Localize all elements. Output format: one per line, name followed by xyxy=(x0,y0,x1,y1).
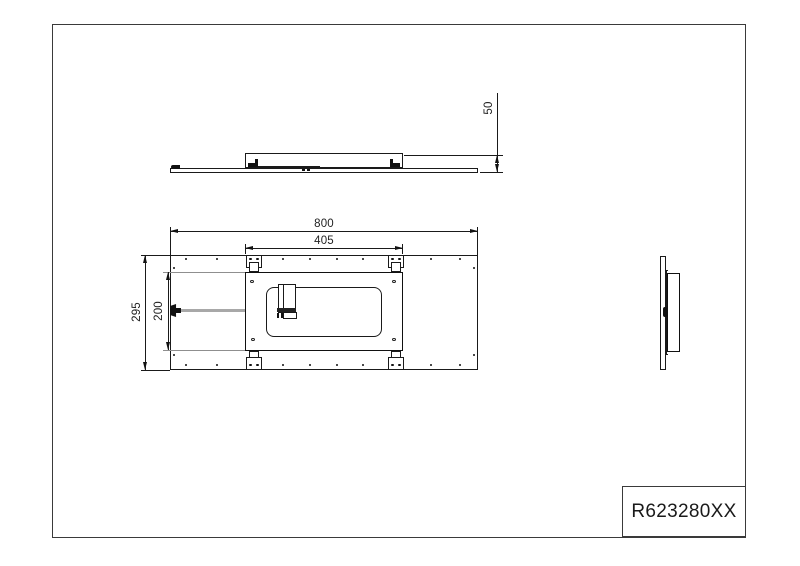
cable-gland-end-icon xyxy=(663,307,668,317)
dim-50-ext-bottom xyxy=(480,172,503,173)
dim-50-arrow-up xyxy=(495,155,499,163)
end-housing-box xyxy=(667,273,680,352)
connector-pin-2 xyxy=(281,313,283,318)
title-block xyxy=(622,486,746,537)
dim-405-arrow-left xyxy=(245,246,253,250)
side-clip-left-hook-icon xyxy=(255,159,258,164)
side-connector-mark-2 xyxy=(307,169,310,171)
dim-200-ext-bottom xyxy=(163,350,245,351)
dim-405-arrow-right xyxy=(395,246,403,250)
dim-200-arrow-up xyxy=(166,272,170,280)
dim-295-line xyxy=(145,255,146,370)
dim-label-height: 50 xyxy=(483,101,495,115)
dim-200-line xyxy=(168,272,169,350)
dim-295-arrow-down xyxy=(143,362,147,370)
dim-50-arrow-down xyxy=(495,164,499,172)
dim-label-bracket-width: 405 xyxy=(314,234,334,247)
dim-800-line xyxy=(170,231,478,232)
dim-200-arrow-down xyxy=(166,342,170,350)
dim-295-ext-bottom xyxy=(141,370,170,371)
dim-405-line xyxy=(245,248,403,249)
dim-50-ext-top xyxy=(404,155,503,156)
dim-295-arrow-up xyxy=(143,255,147,263)
dim-label-overall-depth: 295 xyxy=(131,302,143,322)
connector-pin-1 xyxy=(277,313,279,318)
side-clip-right-hook-icon xyxy=(390,159,393,164)
side-panel-profile xyxy=(170,168,478,173)
dim-800-arrow-left xyxy=(170,229,178,233)
bracket-top-left-notch xyxy=(249,262,259,272)
connector-lower-box xyxy=(283,312,297,319)
dim-label-bracket-depth: 200 xyxy=(153,301,165,321)
side-housing-inner-line xyxy=(258,166,320,167)
bracket-top-right-notch xyxy=(391,262,401,272)
dim-800-arrow-right xyxy=(470,229,478,233)
part-number: R623280XX xyxy=(631,500,737,522)
dim-200-ext-top xyxy=(163,272,245,273)
cable-gland-side-icon xyxy=(171,165,180,169)
side-connector-mark-1 xyxy=(302,169,305,171)
dim-label-overall-width: 800 xyxy=(314,217,334,230)
